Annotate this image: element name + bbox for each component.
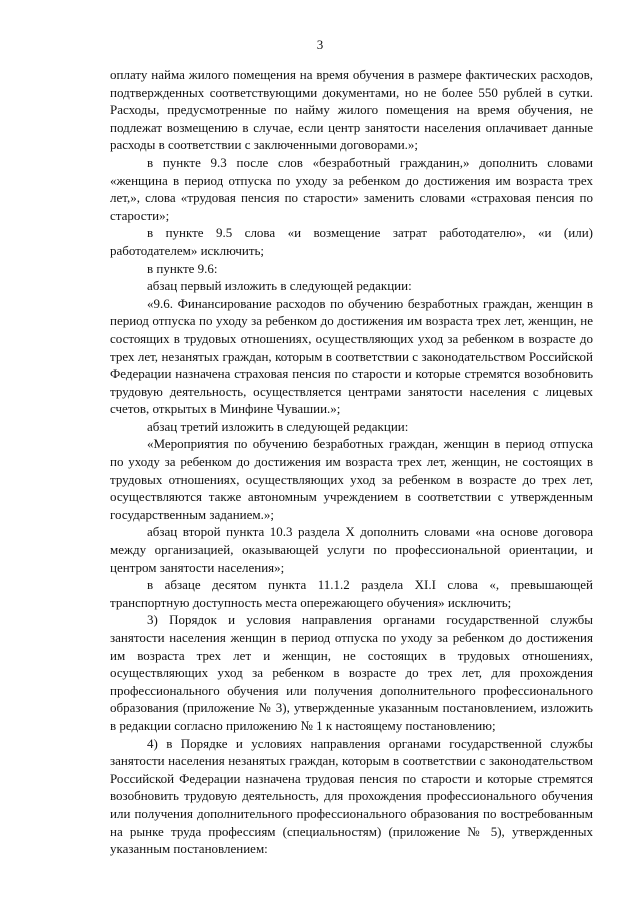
- page-number: 3: [316, 37, 324, 52]
- paragraph-5: абзац первый изложить в следующей редакции:: [147, 278, 412, 294]
- paragraph-8: «Мероприятия по обучению безработных граждан, женщин в период отпуска по уходу за ребенком до достижения им возраста трех лет, женщин, не состоящих в трудовых отношениях, осуществляющих уход за ребенком в возрасте до трех лет, осуществляются также автономным учреждением в соответствии с утвержденным государственным заданием.»;: [110, 436, 593, 522]
- paragraph-11: 3) Порядок и условия направления органами государственной службы занятости населения женщин в период отпуска по уходу за ребенком до достижения им возраста трех лет и женщин, не состоящих в трудовых отношениях, осуществляющих уход за ребенком в возрасте до трех лет, для прохождения профессионального обучения или получения дополнительного профессионального образования (приложение № 3), утвержденные указанным постановлением, изложить в редакции согласно приложению № 1 к настоящему постановлению;: [110, 612, 593, 733]
- paragraph-2: в пункте 9.3 после слов «безработный гражданин,» дополнить словами «женщина в период отпуска по уходу за ребенком до достижения им возраста трех лет,», слова «трудовая пенсия по старости» заменить словами «страховая пенсия по старости»;: [110, 154, 593, 223]
- paragraph-9: абзац второй пункта 10.3 раздела X дополнить словами «на основе договора между организацией, оказывающей услуги по профессиональной ориентации, и центром занятости населения»;: [110, 524, 593, 575]
- paragraph-6: «9.6. Финансирование расходов по обучению безработных граждан, женщин в период отпуска по уходу за ребенком до достижения им возраста трех лет, женщин, не состоящих в трудовых отношениях, осуществляющих уход за ребенком в возрасте до трех лет, незанятых граждан, которым в соответствии с законодательством Российской Федерации назначена страховая пенсия по старости и которые стремятся возобновить трудовую деятельность, осуществляется центрами занятости населения с лицевых счетов, открытых в Минфине Чувашии.»;: [110, 295, 593, 417]
- paragraph-4: в пункте 9.6:: [147, 260, 218, 276]
- paragraph-7: абзац третий изложить в следующей редакции:: [147, 418, 409, 434]
- paragraph-3: в пункте 9.5 слова «и возмещение затрат работодателю», «и (или) работодателем» исключить;: [110, 225, 593, 258]
- paragraph-12: 4) в Порядке и условиях направления органами государственной службы занятости населения незанятых граждан, которым в соответствии с законодательством Российской Федерации назначена трудовая пенсия по старости и которые стремятся возобновить трудовую деятельность, для прохождения профессионального обучения или получения дополнительного профессионального образования по востребованным на рынке труда профессиям (специальностям) (приложение № 5), утвержденных указанным постановлением:: [110, 735, 593, 857]
- paragraph-10: в абзаце десятом пункта 11.1.2 раздела XI.I слова «, превышающей транспортную доступность места опережающего обучения» исключить;: [110, 577, 593, 610]
- paragraph-1: оплату найма жилого помещения на время обучения в размере фактических расходов, подтвержденных соответствующими документами, но не более 550 рублей в сутки. Расходы, предусмотренные по найму жилого помещения на время обучения, не подлежат возмещению в случае, если центр занятости населения оплачивает данные расходы в соответствии с заключенными договорами.»;: [110, 67, 593, 153]
- document-body: [110, 66, 593, 858]
